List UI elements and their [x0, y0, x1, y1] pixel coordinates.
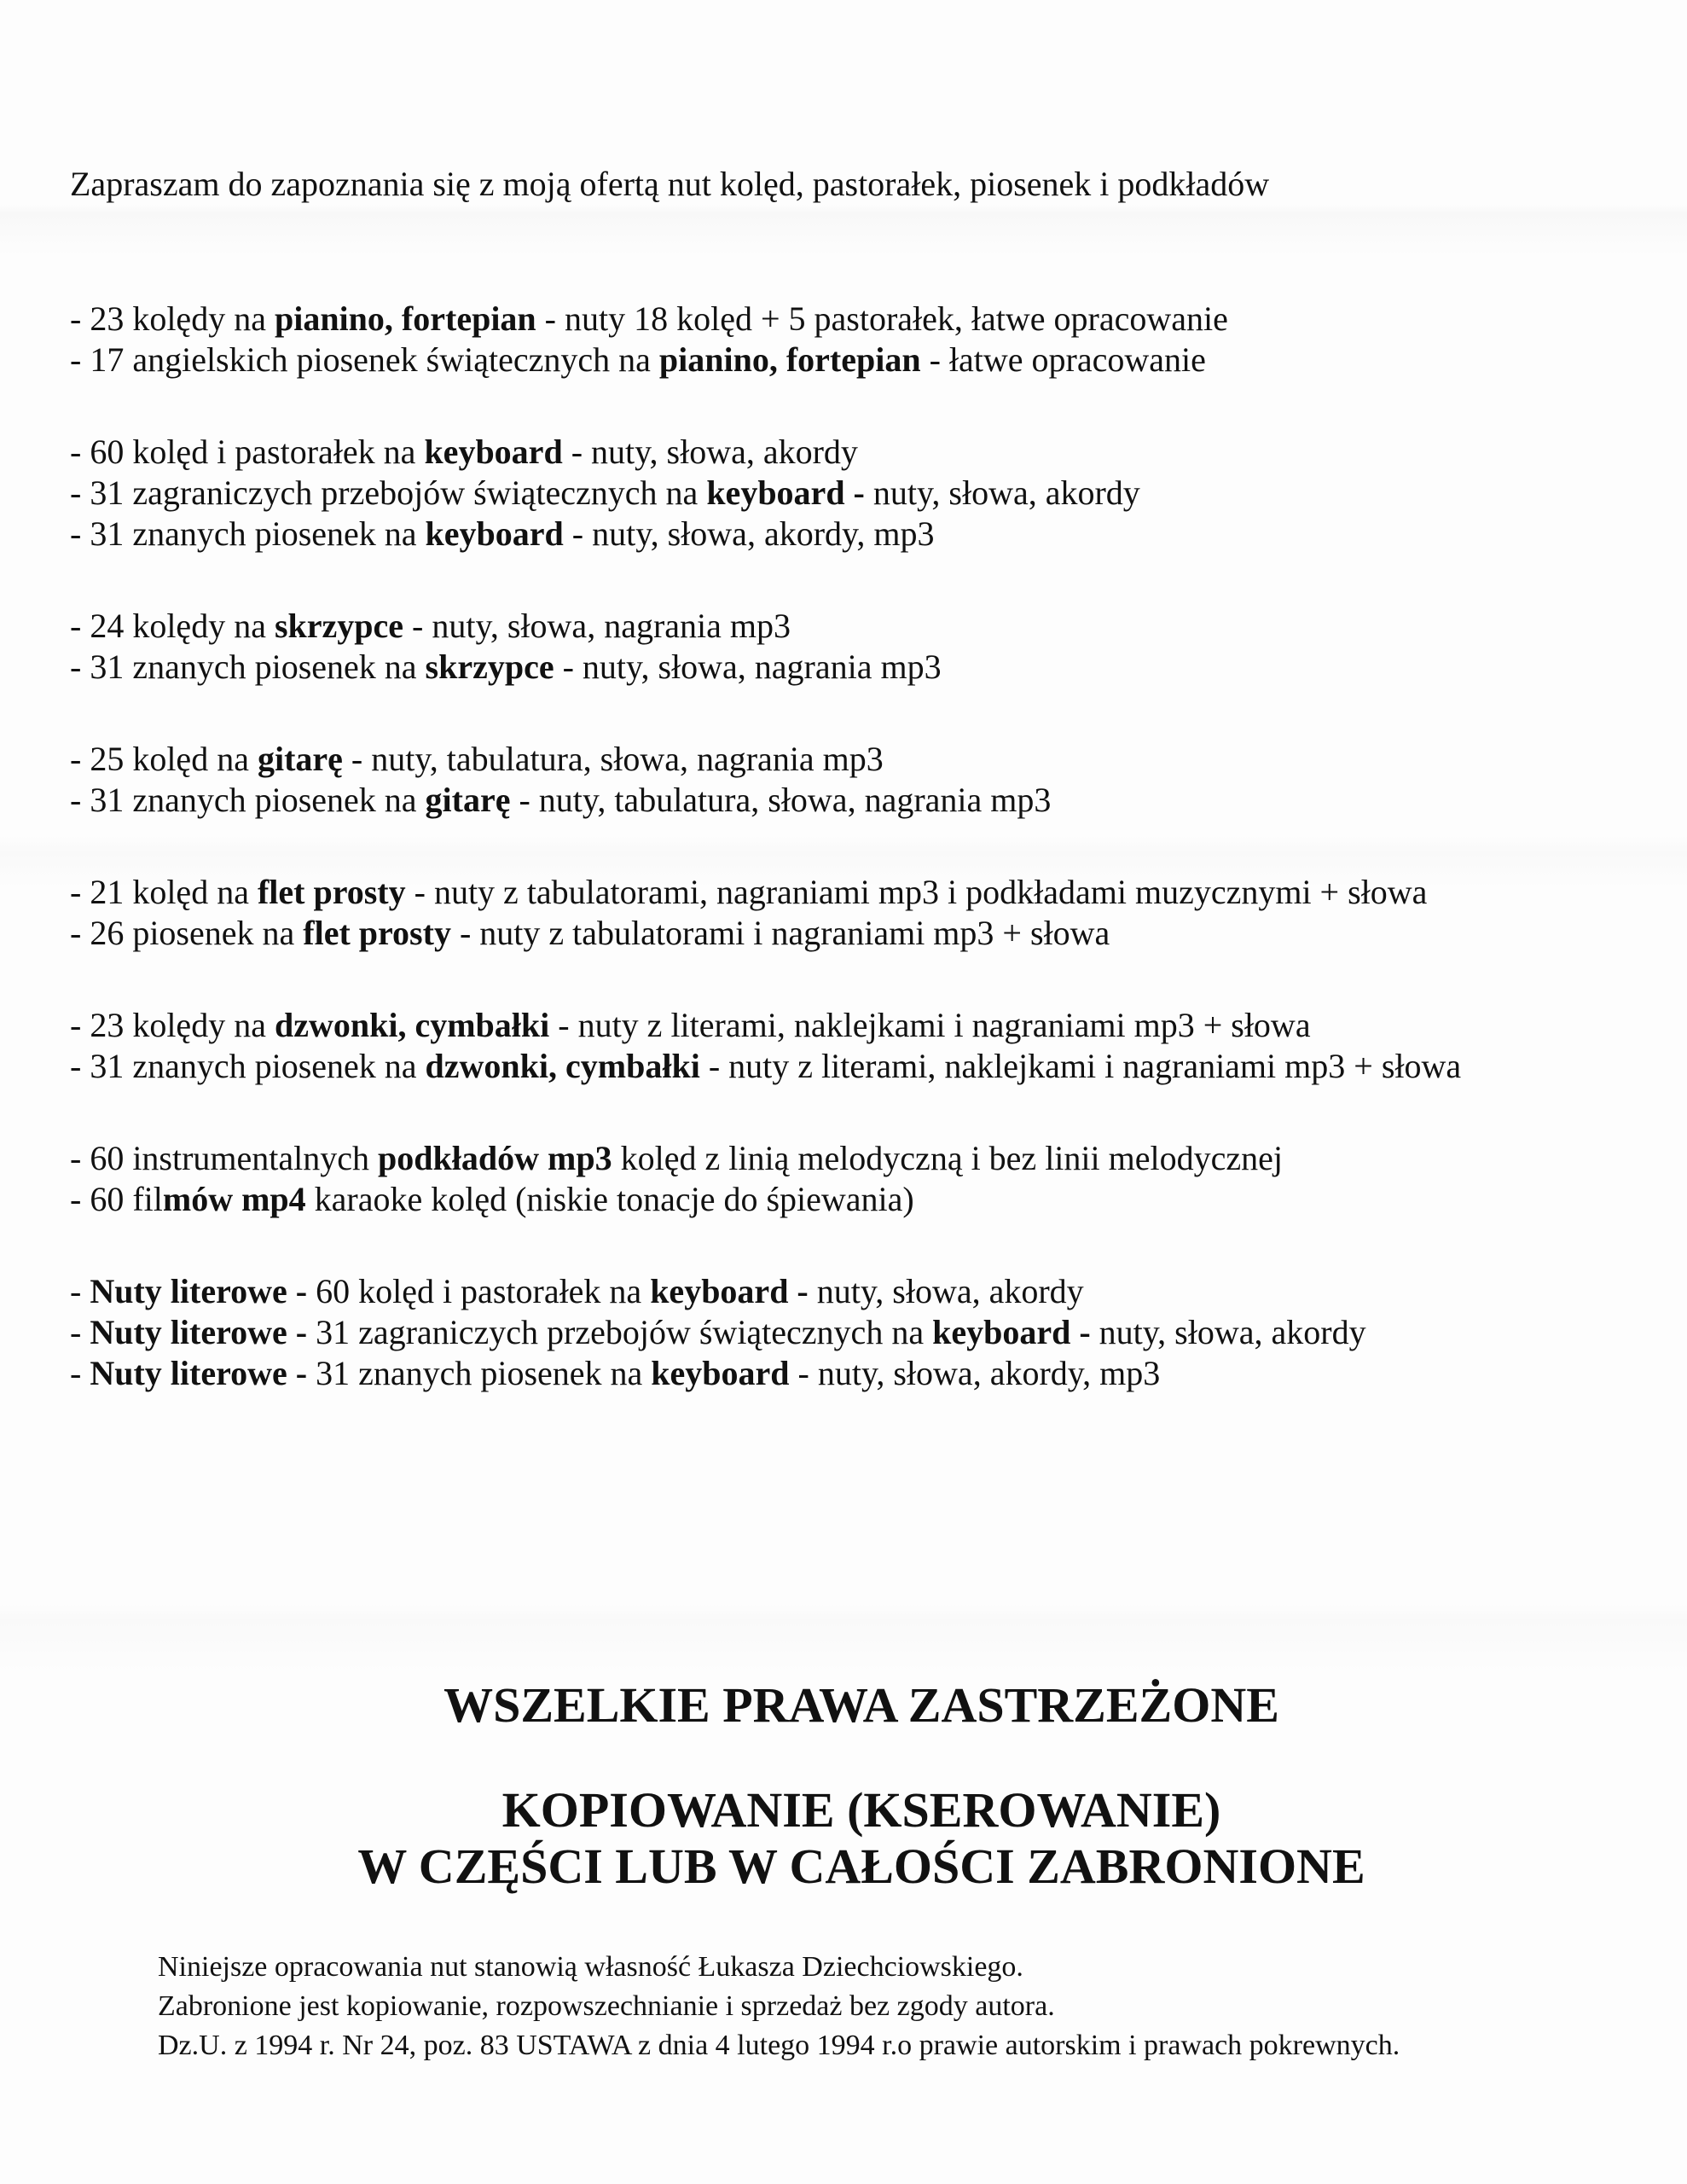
- offer-line-bold-segment: keyboard: [651, 1354, 790, 1392]
- fine-print: [70, 1948, 1653, 2065]
- offer-line: [70, 1138, 1653, 1179]
- offer-group: [70, 1138, 1653, 1220]
- offer-line-bold-segment: keyboard -: [706, 473, 865, 512]
- offer-line-segment: - nuty z tabulatorami i nagraniami mp3 + słowa: [450, 914, 1110, 952]
- offer-line-bold-segment: pianino, fortepian: [658, 340, 921, 379]
- offer-line: [70, 913, 1653, 954]
- offer-line-bold-segment: pianino, fortepian: [274, 299, 536, 338]
- offer-line: [70, 647, 1653, 688]
- offer-line-segment: nuty, słowa, akordy: [1090, 1313, 1366, 1351]
- offer-line: [70, 340, 1653, 380]
- offer-line-bold-segment: Nuty literowe -: [90, 1313, 308, 1351]
- offer-line-segment: - 60 kolęd i pastorałek na: [70, 433, 425, 471]
- offer-line-segment: -: [70, 1354, 90, 1392]
- offer-line-bold-segment: Nuty literowe -: [90, 1354, 308, 1392]
- offer-line: [70, 606, 1653, 647]
- offer-group: [70, 1271, 1653, 1394]
- offer-line-bold-segment: dzwonki, cymbałki: [274, 1006, 550, 1044]
- offer-line: [70, 299, 1653, 340]
- offer-line-segment: - nuty, słowa, akordy, mp3: [789, 1354, 1161, 1392]
- offer-line-bold-segment: skrzypce: [425, 648, 554, 686]
- offer-line: [70, 473, 1653, 514]
- offer-line-bold-segment: keyboard: [425, 514, 564, 553]
- offer-line: [70, 432, 1653, 473]
- offer-line: [70, 1046, 1653, 1087]
- offer-line-segment: 60 kolęd i pastorałek na: [307, 1272, 651, 1310]
- fine-print-line: Niniejsze opracowania nut stanowią własność Łukasza Dziechciowskiego.: [158, 1951, 1023, 1983]
- offer-line-segment: - 31 znanych piosenek na: [70, 648, 426, 686]
- offer-line-bold-segment: mów mp4: [162, 1180, 306, 1218]
- offer-line-segment: - 60 instrumentalnych: [70, 1139, 379, 1177]
- offer-line-segment: - 24 kolędy na: [70, 607, 275, 645]
- offer-line-bold-segment: gitarę: [257, 740, 343, 778]
- offer-line: [70, 1179, 1653, 1220]
- offer-line-segment: - 31 znanych piosenek na: [70, 1047, 426, 1085]
- offer-line-segment: - nuty 18 kolęd + 5 pastorałek, łatwe opracowanie: [536, 299, 1228, 338]
- offer-line-bold-segment: Nuty literowe -: [90, 1272, 308, 1310]
- offer-line-segment: - 25 kolęd na: [70, 740, 258, 778]
- offer-line-segment: - 60 fil: [70, 1180, 163, 1218]
- offer-line-bold-segment: gitarę: [425, 781, 511, 819]
- offer-line-segment: - 31 zagraniczych przebojów świątecznych na: [70, 473, 707, 512]
- offer-line-bold-segment: keyboard -: [650, 1272, 809, 1310]
- offer-group: [70, 606, 1653, 688]
- offer-line-segment: 31 zagraniczych przebojów świątecznych na: [307, 1313, 933, 1351]
- offer-line: [70, 739, 1653, 780]
- offer-group: [70, 1005, 1653, 1087]
- offer-line-bold-segment: keyboard -: [932, 1313, 1091, 1351]
- offer-group: [70, 432, 1653, 555]
- offer-line-segment: - 17 angielskich piosenek świątecznych na: [70, 340, 659, 379]
- copy-heading-line2: W CZĘŚCI LUB W CAŁOŚCI ZABRONIONE: [357, 1838, 1365, 1894]
- offer-line-segment: 31 znanych piosenek na: [307, 1354, 652, 1392]
- legal-footer: [70, 1676, 1653, 2065]
- offer-line: [70, 1271, 1653, 1312]
- offer-line-segment: - nuty z tabulatorami, nagraniami mp3 i podkładami muzycznymi + słowa: [405, 873, 1428, 911]
- rights-reserved-heading: WSZELKIE PRAWA ZASTRZEŻONE: [443, 1677, 1279, 1733]
- fine-print-line: Dz.U. z 1994 r. Nr 24, poz. 83 USTAWA z dnia 4 lutego 1994 r.o prawie autorskim i prawach pokrewnych.: [158, 2030, 1400, 2061]
- copy-prohibition-block: [70, 1782, 1653, 1895]
- fine-print-line: Zabronione jest kopiowanie, rozpowszechnianie i sprzedaż bez zgody autora.: [158, 1990, 1055, 2022]
- offer-line-segment: - nuty, tabulatura, słowa, nagrania mp3: [342, 740, 884, 778]
- offer-line-segment: - nuty z literami, naklejkami i nagraniami mp3 + słowa: [549, 1006, 1311, 1044]
- offer-list: [70, 299, 1653, 1394]
- offer-line-segment: - nuty, słowa, akordy: [562, 433, 858, 471]
- offer-line-segment: - 31 znanych piosenek na: [70, 781, 426, 819]
- intro-paragraph: Zapraszam do zapoznania się z moją ofertą nut kolęd, pastorałek, piosenek i podkładów: [70, 165, 1270, 203]
- offer-line: [70, 1353, 1653, 1394]
- offer-line-segment: - 26 piosenek na: [70, 914, 304, 952]
- offer-line-bold-segment: podkładów mp3: [378, 1139, 612, 1177]
- offer-line-segment: - 23 kolędy na: [70, 1006, 275, 1044]
- offer-line-segment: - 23 kolędy na: [70, 299, 275, 338]
- offer-group: [70, 739, 1653, 821]
- offer-line-segment: nuty, słowa, akordy: [864, 473, 1140, 512]
- offer-line-segment: -: [70, 1272, 90, 1310]
- offer-line-segment: - nuty, słowa, nagrania mp3: [554, 648, 942, 686]
- offer-line-segment: - 31 znanych piosenek na: [70, 514, 426, 553]
- offer-line-segment: - nuty, słowa, nagrania mp3: [403, 607, 791, 645]
- offer-line: [70, 872, 1653, 913]
- offer-line: [70, 514, 1653, 555]
- offer-group: [70, 872, 1653, 954]
- offer-line-segment: karaoke kolęd (niskie tonacje do śpiewania): [305, 1180, 914, 1218]
- offer-line-bold-segment: dzwonki, cymbałki: [425, 1047, 700, 1085]
- offer-group: [70, 299, 1653, 380]
- offer-line-segment: kolęd z linią melodyczną i bez linii melodycznej: [612, 1139, 1283, 1177]
- offer-line-segment: - łatwe opracowanie: [920, 340, 1206, 379]
- offer-line-bold-segment: keyboard: [424, 433, 563, 471]
- offer-line-segment: - 21 kolęd na: [70, 873, 258, 911]
- offer-line-segment: - nuty z literami, naklejkami i nagraniami mp3 + słowa: [699, 1047, 1462, 1085]
- offer-line-bold-segment: flet prosty: [257, 873, 406, 911]
- offer-line-segment: nuty, słowa, akordy: [808, 1272, 1084, 1310]
- offer-line: [70, 1005, 1653, 1046]
- offer-line-bold-segment: skrzypce: [274, 607, 404, 645]
- offer-line: [70, 1312, 1653, 1353]
- offer-line-segment: - nuty, tabulatura, słowa, nagrania mp3: [510, 781, 1052, 819]
- copy-heading-line1: KOPIOWANIE (KSEROWANIE): [501, 1782, 1221, 1838]
- offer-line-segment: - nuty, słowa, akordy, mp3: [563, 514, 935, 553]
- offer-line: [70, 780, 1653, 821]
- offer-line-segment: -: [70, 1313, 90, 1351]
- offer-line-bold-segment: flet prosty: [303, 914, 451, 952]
